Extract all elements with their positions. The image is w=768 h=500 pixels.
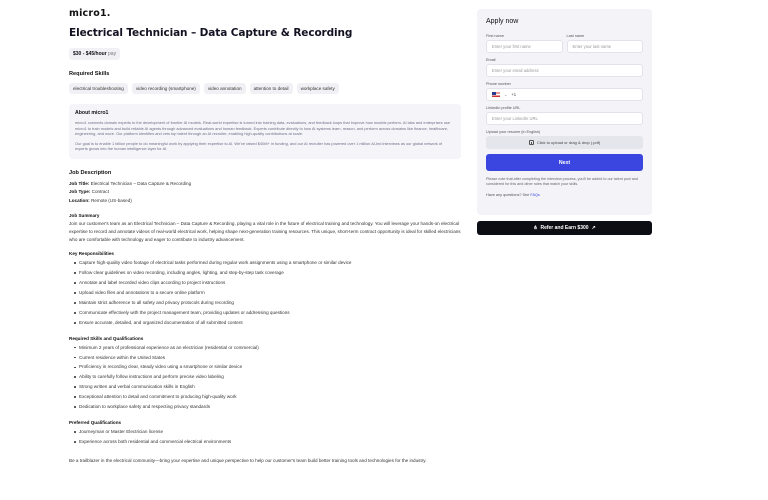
refer-label: Refer and Earn $300 [540,225,589,231]
linkedin-group [486,106,643,125]
responsibilities-list [69,258,461,327]
resume-group [486,130,643,149]
resume-upload-button[interactable] [486,136,643,149]
pay-suffix: pay [108,51,117,57]
faq-line [486,193,643,197]
first-name-field[interactable]: Enter your first name [486,40,563,53]
detail-value: Remote (US-based) [89,197,132,203]
list-item: Ensure accurate, detailed, and organized documentation of all submitted content [69,318,461,328]
last-name-label: Last name [566,34,585,38]
responsibilities-heading: Key Responsibilities [69,251,114,257]
detail-key: Job Type: [69,189,91,195]
job-main-content [69,27,461,464]
preferred-list [69,427,461,447]
detail-key: Location: [69,197,90,203]
job-description-heading: Job Description [69,169,112,176]
faq-link[interactable]: FAQs [530,192,540,197]
skills-list [69,83,461,94]
job-summary-heading: Job Summary [69,213,100,219]
faq-text: Have any questions? See [486,192,531,197]
resume-label: Upload your resume (in English) [486,130,541,134]
linkedin-field[interactable]: Enter your LinkedIn URL [486,112,643,125]
share-icon: ⋔ [533,225,538,231]
list-item: Follow clear guidelines on video recording, including angles, lighting, and step-by-step task coverage [69,268,461,278]
name-row [486,34,643,53]
email-group [486,58,643,77]
first-name-label: First name [486,34,504,38]
about-heading: About micro1 [75,110,109,116]
preferred-heading: Preferred Qualifications [69,419,122,425]
list-item: Journeyman or Master Electrician license [69,427,461,437]
job-detail-type [69,188,461,197]
qualifications-list [69,343,461,412]
refer-button[interactable] [477,221,652,235]
linkedin-label: LinkedIn profile URL [486,106,521,110]
list-item: Current residence within the United States [69,353,461,363]
job-details [69,180,461,206]
email-field[interactable]: Enter your email address [486,64,643,77]
arrow-up-right-icon: ↗ [591,225,596,231]
apply-heading: Apply now [486,18,519,25]
apply-panel [477,9,652,215]
phone-field[interactable] [486,88,643,101]
about-paragraph-1: micro1 connects domain experts to the development of frontier AI models. Real-world expertise is turned into training data, evaluations, and feedback loops that improve how models perform. AI labs and enterprises use micro1 to train models and build reliable AI agents through advanced evaluations and human feedback. Experts contribute directly to how AI systems learn, reason, and perform across domains like finance, healthcare, engineering, and more. Our platform identifies and vets top talent through an AI recruiter, enabling high-quality contributions at scale. [75,120,450,137]
skill-chip: video annotation [204,83,246,94]
list-item: Annotate and label recorded video clips according to project instructions [69,278,461,288]
first-name-group [486,34,563,53]
detail-key: Job Title: [69,180,90,186]
email-label: Email [486,58,496,62]
about-paragraph-2: Our goal is to enable 1 billion people to do meaningful work by applying their expertise to AI. We've raised $40M+ in funding, and our AI recruiter has powered over 1 million AI-led interviews as our global network of experts grows into the human intelligence layer for AI. [75,140,443,152]
closing-text: Be a trailblazer in the electrical community—bring your expertise and unique perspective to help our customer's team build better training tools and technologies for the industry. [69,457,427,463]
list-item: Dedication to workplace safety and respecting privacy standards [69,402,461,412]
list-item: Strong written and verbal communication skills in English [69,382,461,392]
phone-country-code: +1 [511,91,517,97]
job-summary-text: Join our customer's team as an Electrical Technician – Data Capture & Recording, playing a vital role in the future of electrical training and technology. You will leverage your hands-on electrical expertise to record and annotate videos of real-world electrical work, helping shape next-generation training resources. This unique, short-term contract opportunity is ideal for skilled electricians who are comfortable with technology and eager to contribute to industry advancement. [69,221,461,242]
detail-value: Contract [90,189,109,195]
talent-pool-note: Please note that after completing the interview process, you'll be added to our talent pool and considered for this and other roles that match your skills. [486,177,638,186]
pay-amount: $30 - $45/hour [73,51,107,57]
skill-chip: video recording (smartphone) [132,83,200,94]
list-item: Upload video files and annotations to a secure online platform [69,288,461,298]
list-item: Capture high-quality video footage of electrical tasks performed during regular work assignments using a smartphone or similar device [69,258,461,268]
last-name-field[interactable]: Enter your last name [567,40,644,53]
pay-badge [69,48,120,60]
list-item: Exceptional attention to detail and commitment to producing high-quality work [69,392,461,402]
phone-group [486,82,643,101]
job-detail-location [69,197,461,206]
detail-value: Electrical Technician – Data Capture & Recording [89,180,192,186]
upload-icon [529,140,534,145]
job-detail-title [69,180,461,189]
skill-chip: attention to detail [250,83,293,94]
phone-label: Phone number [486,82,511,86]
list-item: Ability to carefully follow instructions and perform precise video labeling [69,372,461,382]
micro1-logo[interactable]: micro1. [69,8,111,19]
skill-chip: electrical troubleshooting [69,83,128,94]
next-button[interactable]: Next [486,154,643,171]
skills-heading: Required Skills [69,71,110,77]
list-item: Experience across both residential and commercial electrical environments [69,437,461,447]
list-item: Communicate effectively with the project management team, providing updates or addressing questions [69,308,461,318]
list-item: Maintain strict adherence to all safety and privacy protocols during recording [69,298,461,308]
chevron-down-icon[interactable]: ⌄ [504,91,508,97]
skill-chip: workplace safety [297,83,339,94]
list-item: Minimum 2 years of professional experience as an electrician (residential or commercial) [69,343,461,353]
list-item: Proficiency in recording clear, steady video using a smartphone or similar device [69,362,461,372]
qualifications-heading: Required Skills and Qualifications [69,335,144,341]
resume-upload-text: Click to upload or drag & drop (.pdf) [536,140,601,145]
us-flag-icon[interactable] [492,92,500,97]
about-card [69,104,461,159]
page-title: Electrical Technician – Data Capture & Recording [69,27,353,39]
last-name-group [567,34,644,53]
